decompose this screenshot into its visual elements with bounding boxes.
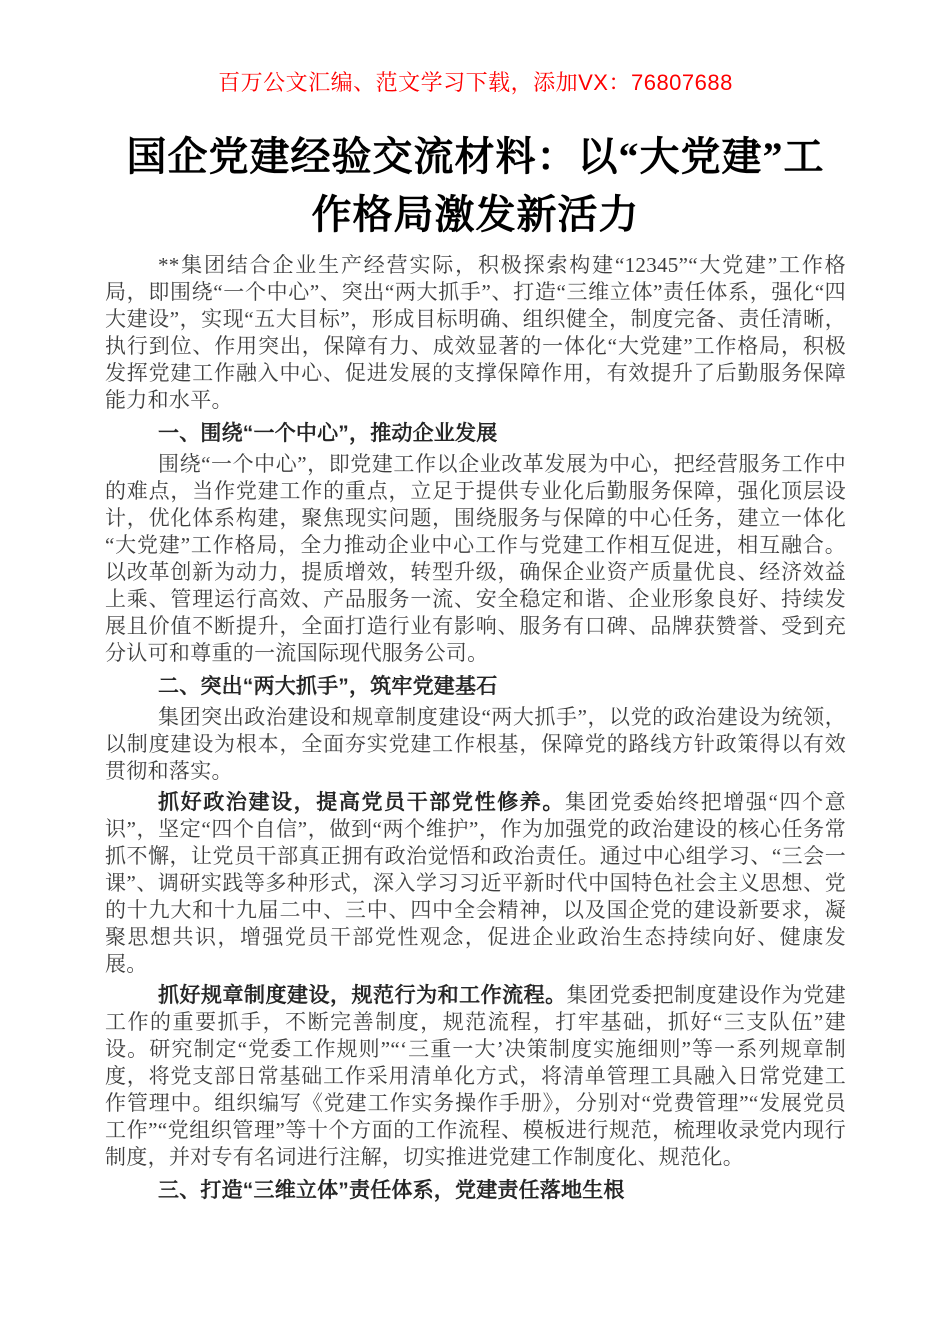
document-body: [105, 252, 846, 1204]
section-2-paragraph-3: [105, 982, 846, 1171]
document-title: 国企党建经验交流材料：以“大党建”工作格局激发新活力: [126, 134, 825, 237]
section-2-paragraph-2-text: 集团党委始终把增强“四个意识”，坚定“四个自信”，做到“两个维护”，作为加强党的政治建设的核心任务常抓不懈，让党员干部真正拥有政治觉悟和政治责任。通过中心组学习、“三会一课”、调研实践等多种形式，深入学习习近平新时代中国特色社会主义思想、党的十九大和十九届二中、三中、四中全会精神，以及国企党的建设新要求，凝聚思想共识，增强党员干部党性观念，促进企业政治生态持续向好、健康发展。: [105, 790, 846, 976]
section-2-paragraph-1: 集团突出政治建设和规章制度建设“两大抓手”，以党的政治建设为统领，以制度建设为根本，全面夯实党建工作根基，保障党的路线方针政策得以有效贯彻和落实。: [105, 705, 846, 783]
section-2-paragraph-3-text: 集团党委把制度建设作为党建工作的重要抓手，不断完善制度，规范流程，打牢基础，抓好“三支队伍”建设。研究制定“党委工作规则”“‘三重一大’决策制度实施细则”等一系列规章制度，将党支部日常基础工作采用清单化方式，将清单管理工具融入日常党建工作管理中。组织编写《党建工作实务操作手册》，分别对“党费管理”“发展党员工作”“党组织管理”等十个方面的工作流程、模板进行规范，梳理收录党内现行制度，并对专有名词进行注解，切实推进党建工作制度化、规范化。: [105, 983, 846, 1169]
promo-banner-text: 百万公文汇编、范文学习下载，添加VX：76807688: [218, 70, 733, 95]
section-2-paragraph-2: [105, 789, 846, 978]
section-3-heading: 三、打造“三维立体”责任体系，党建责任落地生根: [158, 1179, 625, 1202]
section-2-heading: 二、突出“两大抓手”，筑牢党建基石: [158, 675, 498, 698]
section-1-paragraph: 围绕“一个中心”，即党建工作以企业改革发展为中心，把经营服务工作中的难点，当作党建工作的重点，立足于提供专业化后勤服务保障，强化顶层设计，优化体系构建，聚焦现实问题，围绕服务与保障的中心任务，建立一体化“大党建”工作格局，全力推动企业中心工作与党建工作相互促进，相互融合。以改革创新为动力，提质增效，转型升级，确保企业资产质量优良、经济效益上乘、管理运行高效、产品服务一流、安全稳定和谐、企业形象良好、持续发展且价值不断提升，全面打造行业有影响、服务有口碑、品牌获赞誉、受到充分认可和尊重的一流国际现代服务公司。: [105, 452, 846, 665]
section-1-heading: 一、围绕“一个中心”，推动企业发展: [158, 422, 498, 445]
intro-paragraph: **集团结合企业生产经营实际，积极探索构建“12345”“大党建”工作格局，即围绕“一个中心”、突出“两大抓手”、打造“三维立体”责任体系，强化“四大建设”，实现“五大目标”，形成目标明确、组织健全，制度完备、责任清晰，执行到位、作用突出，保障有力、成效显著的一体化“大党建”工作格局，积极发挥党建工作融入中心、促进发展的支撑保障作用，有效提升了后勤服务保障能力和水平。: [105, 253, 846, 412]
section-2-paragraph-2-lead: 抓好政治建设，提高党员干部党性修养。: [158, 791, 566, 814]
section-2-paragraph-3-lead: 抓好规章制度建设，规范行为和工作流程。: [158, 984, 567, 1007]
